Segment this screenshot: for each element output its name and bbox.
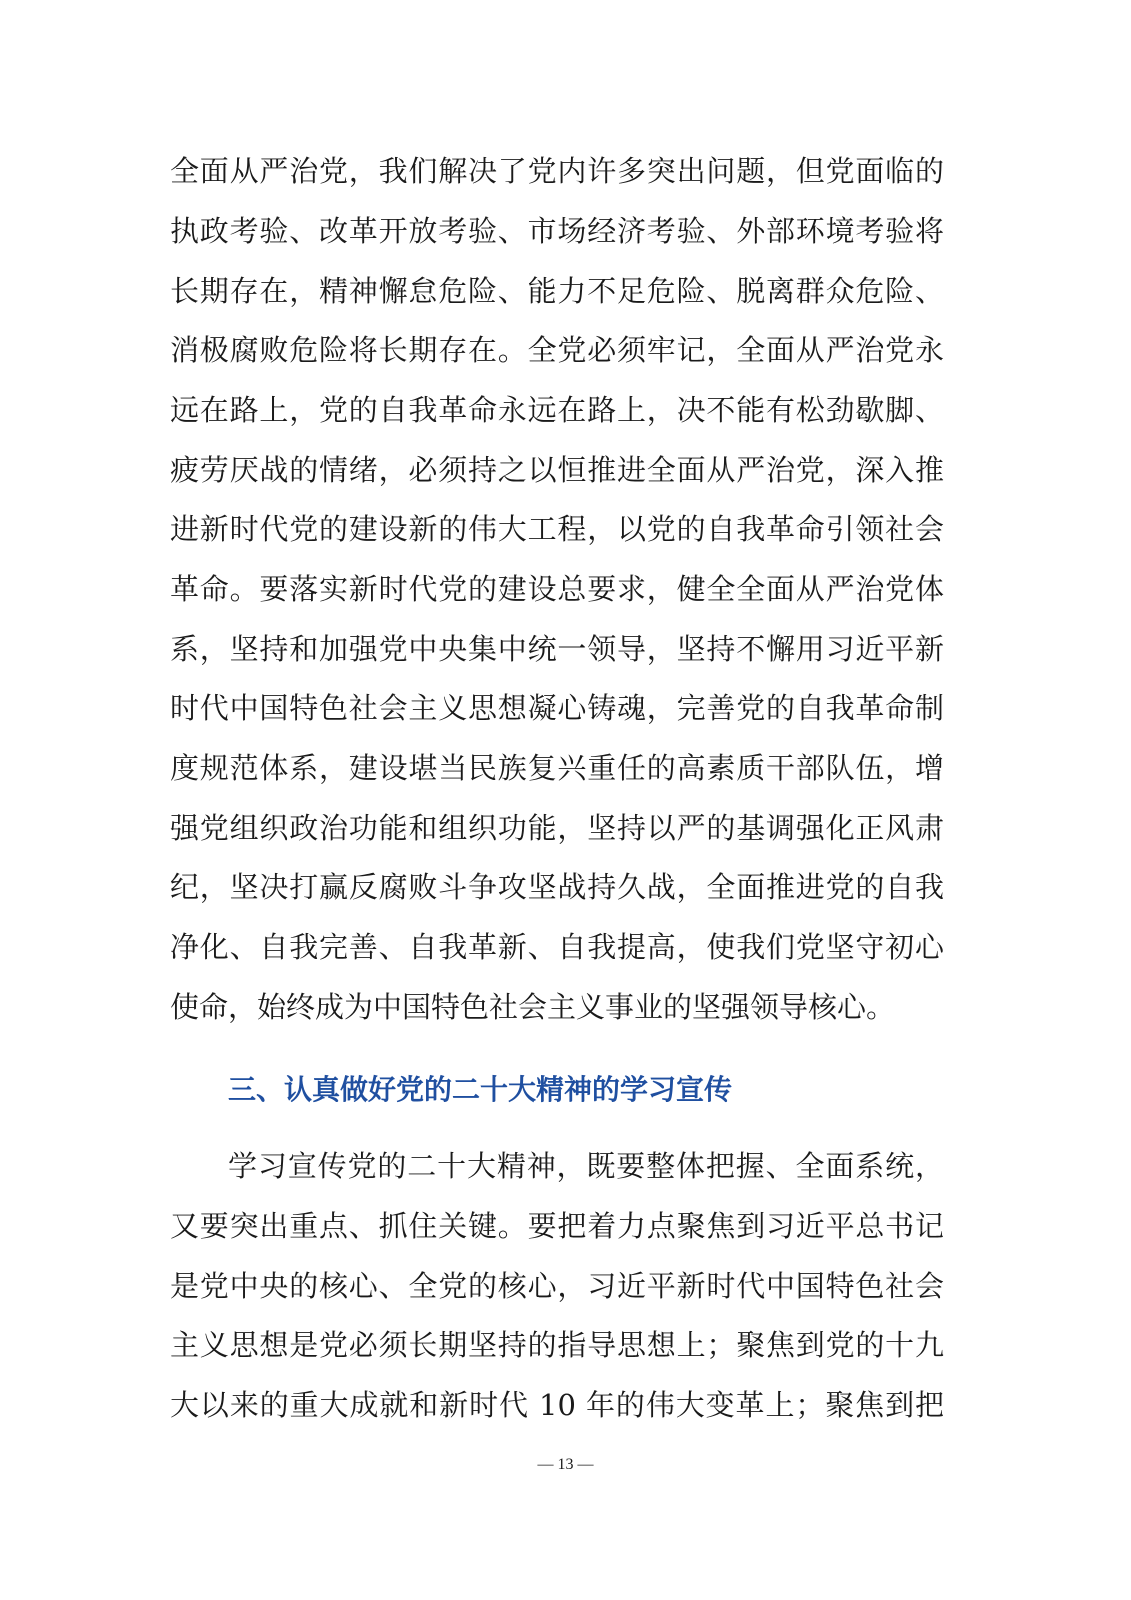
section-heading: 三、认真做好党的二十大精神的学习宣传 xyxy=(228,1073,733,1106)
paragraph-1-line-5: 远在路上，党的自我革命永远在路上，决不能有松劲歇脚、 xyxy=(170,393,944,427)
paragraph-1-line-14: 净化、自我完善、自我革新、自我提高，使我们党坚守初心 xyxy=(170,930,944,964)
paragraph-2-line-5: 大以来的重大成就和新时代 10 年的伟大变革上；聚焦到把 xyxy=(170,1388,944,1422)
paragraph-2-line-3: 是党中央的核心、全党的核心，习近平新时代中国特色社会 xyxy=(170,1269,944,1303)
paragraph-1-line-4: 消极腐败危险将长期存在。全党必须牢记，全面从严治党永 xyxy=(170,333,944,367)
paragraph-1-line-8: 革命。要落实新时代党的建设总要求，健全全面从严治党体 xyxy=(170,572,944,606)
paragraph-1-line-1: 全面从严治党，我们解决了党内许多突出问题，但党面临的 xyxy=(170,154,944,188)
paragraph-1-line-3: 长期存在，精神懈怠危险、能力不足危险、脱离群众危险、 xyxy=(170,274,944,308)
paragraph-1-line-2: 执政考验、改革开放考验、市场经济考验、外部环境考验将 xyxy=(170,214,944,248)
paragraph-1-line-10: 时代中国特色社会主义思想凝心铸魂，完善党的自我革命制 xyxy=(170,691,944,725)
page-number: — 13 — xyxy=(537,1456,594,1473)
paragraph-1-line-13: 纪，坚决打赢反腐败斗争攻坚战持久战，全面推进党的自我 xyxy=(170,870,944,904)
paragraph-1-line-12: 强党组织政治功能和组织功能，坚持以严的基调强化正风肃 xyxy=(170,811,944,845)
paragraph-2-line-1: 学习宣传党的二十大精神，既要整体把握、全面系统， xyxy=(228,1149,944,1183)
paragraph-2-line-4: 主义思想是党必须长期坚持的指导思想上；聚焦到党的十九 xyxy=(170,1328,944,1362)
paragraph-2-line-2: 又要突出重点、抓住关键。要把着力点聚焦到习近平总书记 xyxy=(170,1209,944,1243)
paragraph-1-line-7: 进新时代党的建设新的伟大工程，以党的自我革命引领社会 xyxy=(170,512,944,546)
paragraph-1-line-15: 使命，始终成为中国特色社会主义事业的坚强领导核心。 xyxy=(170,990,896,1024)
paragraph-1-line-6: 疲劳厌战的情绪，必须持之以恒推进全面从严治党，深入推 xyxy=(170,453,944,487)
paragraph-1-line-11: 度规范体系，建设堪当民族复兴重任的高素质干部队伍，增 xyxy=(170,751,944,785)
paragraph-1-line-9: 系，坚持和加强党中央集中统一领导，坚持不懈用习近平新 xyxy=(170,632,944,666)
